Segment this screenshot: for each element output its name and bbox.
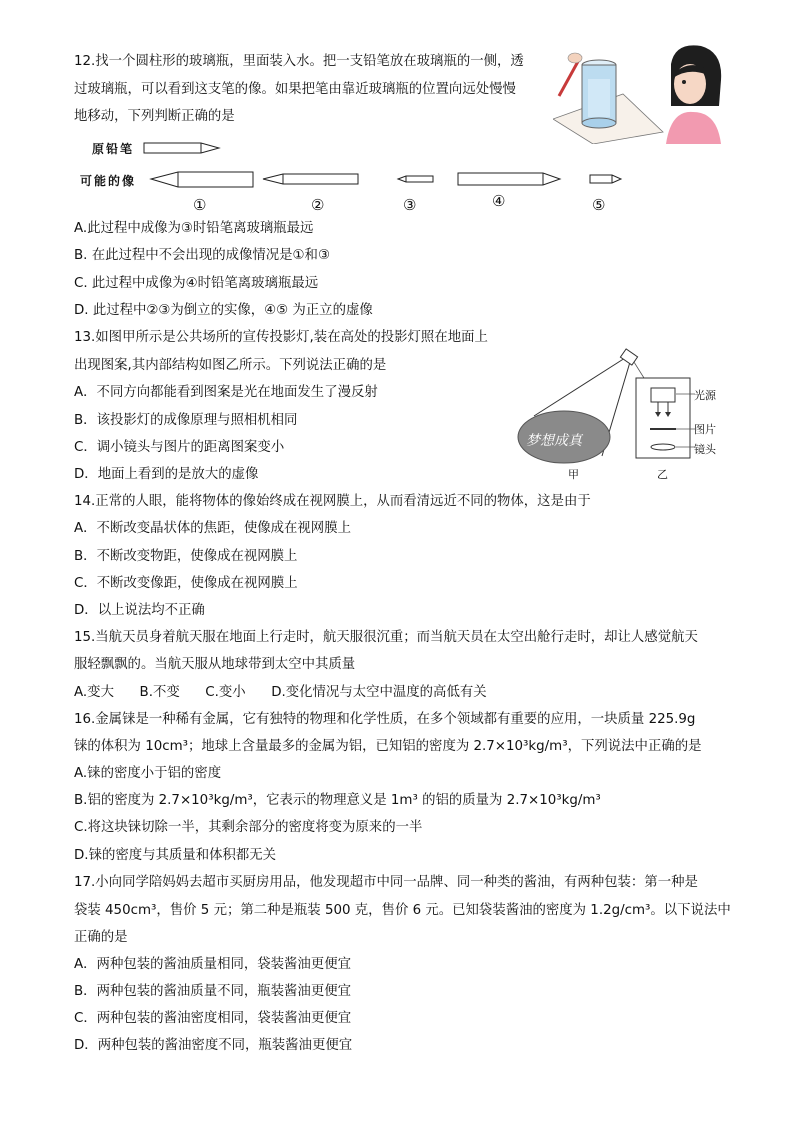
q16-option-a: A.铼的密度小于铝的密度: [74, 766, 222, 781]
possible-images-label: 可能的像: [80, 174, 137, 188]
label-light-source: 光源: [694, 389, 716, 402]
pencil-image-2: [263, 174, 358, 184]
q12-stem-line-2: 过玻璃瓶，可以看到这支笔的像。如果把笔由靠近玻璃瓶的位置向远处慢慢: [74, 82, 516, 97]
label-lens: 镜头: [694, 443, 716, 456]
q17-stem-line-1: 17.小向同学陪妈妈去超市买厨房用品，他发现超市中同一品牌、同一种类的酱油，有两种包装：第一种是: [74, 875, 698, 890]
figure-label-jia: 甲: [568, 468, 579, 481]
q16-stem-line-1: 16.金属铼是一种稀有金属，它有独特的物理和化学性质，在多个领域都有重要的应用，一块质量 225.9g: [74, 712, 696, 727]
q12-option-a: A.此过程中成像为③时铅笔离玻璃瓶最远: [74, 221, 314, 236]
q13-option-c: C．调小镜头与图片的距离图案变小: [74, 440, 285, 455]
q15-options: A.变大 B.不变 C.变小 D.变化情况与太空中温度的高低有关: [74, 685, 487, 700]
projector-figure: [512, 348, 727, 486]
image-number-5: ⑤: [592, 196, 606, 214]
q17-option-d: D．两种包装的酱油密度不同，瓶装酱油更便宜: [74, 1038, 353, 1053]
q13-option-b: B．该投影灯的成像原理与照相机相同: [74, 413, 298, 428]
q13-stem-line-2: 出现图案,其内部结构如图乙所示。下列说法正确的是: [74, 358, 387, 373]
q14-option-b: B．不断改变物距，使像成在视网膜上: [74, 549, 298, 564]
image-number-3: ③: [403, 196, 417, 214]
pencil-image-1: [151, 172, 253, 187]
q17-stem-line-3: 正确的是: [74, 930, 128, 945]
q12-option-c: C. 此过程中成像为④时铅笔离玻璃瓶最远: [74, 276, 319, 291]
image-number-4: ④: [492, 192, 506, 210]
q15-stem-line-2: 服轻飘飘的。当航天服从地球带到太空中其质量: [74, 657, 356, 672]
image-number-1: ①: [193, 196, 207, 214]
q16-option-b: B.铝的密度为 2.7×10³kg/m³，它表示的物理意义是 1m³ 的铝的质量为 2.7×10³kg/m³: [74, 793, 601, 808]
pencil-image-5: [590, 175, 621, 183]
q13-stem-line-1: 13.如图甲所示是公共场所的宣传投影灯,装在高处的投影灯照在地面上: [74, 330, 488, 345]
image-number-2: ②: [311, 196, 325, 214]
pencil-image-3: [398, 176, 433, 182]
q16-stem-line-2: 铼的体积为 10cm³；地球上含量最多的金属为铝，已知铝的密度为 2.7×10³kg/m³，下列说法中正确的是: [74, 739, 702, 754]
q12-option-b: B. 在此过程中不会出现的成像情况是①和③: [74, 248, 330, 263]
q14-stem: 14.正常的人眼，能将物体的像始终成在视网膜上，从而看清远近不同的物体，这是由于: [74, 494, 591, 509]
q14-option-c: C．不断改变像距，使像成在视网膜上: [74, 576, 298, 591]
ground-pattern-text: 梦想成真: [526, 433, 582, 449]
q12-stem-line-1: 12.找一个圆柱形的玻璃瓶，里面装入水。把一支铅笔放在玻璃瓶的一侧，透: [74, 54, 524, 69]
q17-option-a: A．两种包装的酱油质量相同，袋装酱油更便宜: [74, 957, 351, 972]
original-pencil-label: 原铅笔: [92, 142, 135, 156]
pencil-image-4: [458, 173, 560, 185]
q14-option-d: D．以上说法均不正确: [74, 603, 205, 618]
q16-option-d: D.铼的密度与其质量和体积都无关: [74, 848, 277, 863]
q17-stem-line-2: 袋装 450cm³，售价 5 元；第二种是瓶装 500 克，售价 6 元。已知袋装酱油的密度为 1.2g/cm³。以下说法中: [74, 903, 731, 918]
q14-option-a: A．不断改变晶状体的焦距，使像成在视网膜上: [74, 521, 351, 536]
q12-stem-line-3: 地移动，下列判断正确的是: [74, 109, 235, 124]
figure-label-yi: 乙: [657, 468, 668, 481]
q13-option-d: D．地面上看到的是放大的虚像: [74, 467, 259, 482]
label-picture: 图片: [694, 423, 716, 436]
projector-lamp: [620, 349, 637, 365]
q16-option-c: C.将这块铼切除一半，其剩余部分的密度将变为原来的一半: [74, 820, 423, 835]
q15-stem-line-1: 15.当航天员身着航天服在地面上行走时，航天服很沉重；而当航天员在太空出舱行走时，却让人感觉航天: [74, 630, 698, 645]
original-pencil: [143, 141, 223, 155]
q12-option-d: D. 此过程中②③为倒立的实像，④⑤ 为正立的虚像: [74, 303, 373, 318]
q17-option-b: B．两种包装的酱油质量不同，瓶装酱油更便宜: [74, 984, 351, 999]
q13-option-a: A．不同方向都能看到图案是光在地面发生了漫反射: [74, 385, 378, 400]
girl-bottle-illustration: [553, 44, 723, 144]
q17-option-c: C．两种包装的酱油密度相同，袋装酱油更便宜: [74, 1011, 352, 1026]
pencil-images-row: [148, 166, 633, 194]
